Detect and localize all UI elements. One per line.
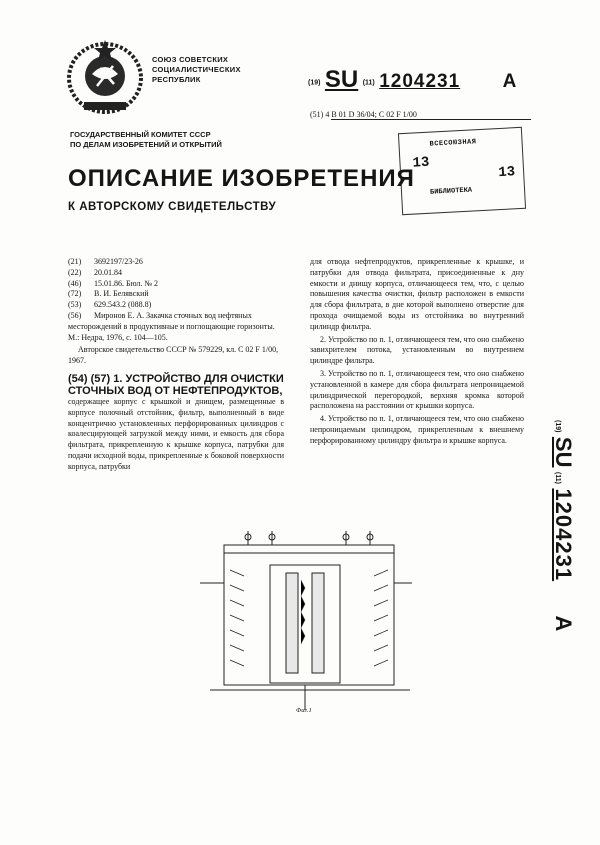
flow-arrows bbox=[301, 580, 305, 644]
settler-shelves bbox=[230, 570, 388, 666]
committee-name bbox=[70, 130, 222, 150]
biblio-item: (21) 3692197/23-26 bbox=[68, 257, 143, 266]
biblio-item: (22) 20.01.84 bbox=[68, 267, 122, 277]
claim-4: 4. Устройство по п. 1, отличающееся тем, что оно снабжено непроницаемым цилиндром, прикрепленным к внешнему перфорированному цилиндру фильтра и крышке корпуса. bbox=[310, 414, 524, 445]
biblio-item: (53) 629.543.2 (088.8) bbox=[68, 300, 152, 310]
committee-line: ГОСУДАРСТВЕННЫЙ КОМИТЕТ СССР bbox=[70, 130, 211, 139]
claim-continuation: для отвода нефтепродуктов, прикрепленные к крышке, и патрубки для отвода фильтрата, присоединенные к дну емкости и днищу корпуса, отличающееся тем, что, с целью повышения качества очистки, фильтр расположен в емкости для сбора фильтрата, в дне которой выполнено отверстие для прохода очищаемой воды из отстойника во внутренний цилиндр фильтра. bbox=[310, 257, 524, 331]
code-19: (19) bbox=[308, 79, 321, 87]
biblio-item: (56) Миронов Е. А. Закачка сточных вод нефтяных месторождений в продуктивные и поглощающие горизонты. М.: Недра, 1976, с. 104—105. bbox=[68, 310, 275, 342]
claim-heading: (54) (57) 1. УСТРОЙСТВО ДЛЯ ОЧИСТКИ СТОЧНЫХ ВОД ОТ НЕФТЕПРОДУКТОВ, bbox=[68, 372, 284, 397]
org-line: РЕСПУБЛИК bbox=[152, 75, 201, 84]
vertical-publication-number: (19) SU (11) 1204231 A bbox=[551, 420, 576, 632]
filter-left bbox=[286, 573, 298, 673]
biblio-item: (72) В. И. Белявский bbox=[68, 289, 149, 299]
ipc-value: B 01 D 36/04; C 02 F 1/00 bbox=[331, 110, 531, 120]
stamp-left: 13 bbox=[412, 154, 430, 172]
document-number: 1204231 bbox=[379, 71, 461, 92]
kind-code: A bbox=[502, 71, 517, 92]
claim-3: 3. Устройство по п. 1, отличающееся тем, что оно снабжено установленной в камере для сбора фильтрата непроницаемой цилиндрической перегородкой, верхняя кромка которой расположена на расстоянии от крышки корпуса. bbox=[310, 368, 524, 411]
stamp-bottom: БИБЛИОТЕКА bbox=[429, 186, 473, 197]
org-line: СОЮЗ СОВЕТСКИХ bbox=[152, 55, 229, 64]
country-org-name bbox=[152, 55, 241, 85]
country-code: SU bbox=[324, 66, 359, 93]
publication-number bbox=[308, 66, 516, 94]
cert-note: Авторское свидетельство СССР № 579229, кл. C 02 F 1/00, 1967. bbox=[68, 345, 279, 366]
housing bbox=[224, 545, 394, 685]
stamp-right: 13 bbox=[497, 164, 516, 182]
left-column bbox=[68, 257, 284, 473]
code-11: (11) bbox=[362, 79, 375, 87]
figure-caption: Фиг.1 bbox=[296, 707, 312, 714]
claim-2: 2. Устройство по п. 1, отличающееся тем, что оно снабжено завихрителем потока, установленным во внутреннем цилиндре фильтра. bbox=[310, 334, 524, 366]
org-line: СОЦИАЛИСТИЧЕСКИХ bbox=[152, 65, 241, 74]
ussr-emblem bbox=[62, 34, 148, 120]
ipc-code-label: (51) 4 bbox=[310, 110, 330, 119]
committee-line: ПО ДЕЛАМ ИЗОБРЕТЕНИЙ И ОТКРЫТИЙ bbox=[70, 140, 222, 149]
document-subtitle: К АВТОРСКОМУ СВИДЕТЕЛЬСТВУ bbox=[68, 201, 277, 213]
biblio-item: (46) 15.01.86. Бюл. № 2 bbox=[68, 278, 158, 288]
filter-right bbox=[312, 573, 324, 673]
right-column bbox=[310, 257, 524, 447]
ipc-classification bbox=[310, 110, 531, 120]
claim-body: содержащее корпус с крышкой и днищем, размещенные в корпусе полочный отстойник, фильтр, выполненный в виде концентрично установленных перфорированных цилиндров с коалесцирующей загрузкой между ними, и емкость для сбора фильтрата, прикрепленную к крышке корпуса, патрубки для подачи исходной воды, прикрепленные к боковой поверхности корпуса, патрубки bbox=[68, 396, 284, 471]
document-title: ОПИСАНИЕ ИЗОБРЕТЕНИЯ bbox=[68, 165, 415, 192]
device-diagram bbox=[200, 525, 420, 725]
stamp-top: ВСЕСОЮЗНАЯ bbox=[429, 138, 477, 149]
filtrate-tank bbox=[270, 565, 340, 683]
library-stamp bbox=[398, 127, 526, 215]
outlet-pipes bbox=[245, 531, 373, 545]
